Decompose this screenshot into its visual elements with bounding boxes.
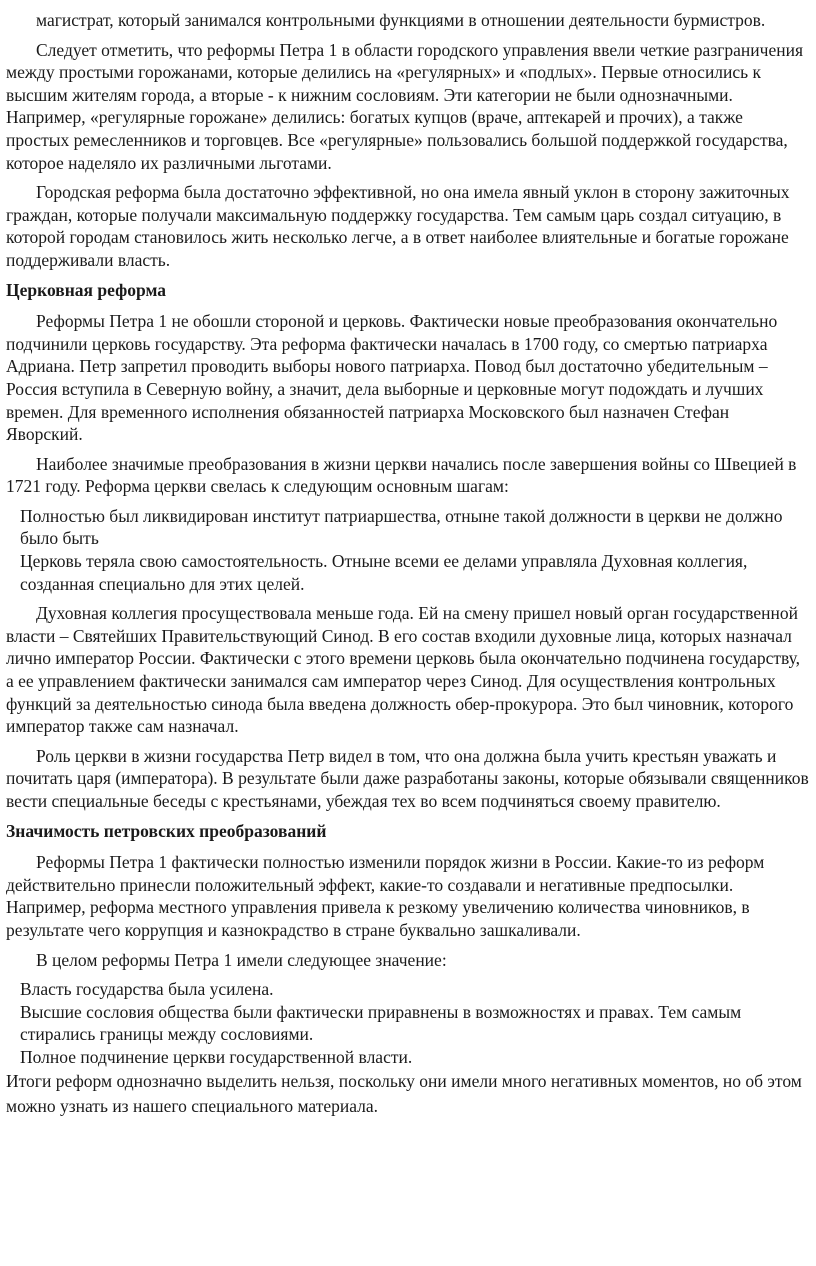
paragraph-city-reform-effect: Городская реформа была достаточно эффективной, но она имела явный уклон в сторону зажиточных граждан, которые получали максимальную поддержку государства. Тем самым царь создал ситуацию, в которой городам становилось жить несколько легче, а в ответ наиболее влиятельные и богатые горожане поддерживали власть. — [6, 182, 790, 270]
paragraph-continuation: магистрат, который занимался контрольными функциями в отношении деятельности бурмистров. — [36, 10, 766, 30]
significance-list — [6, 978, 810, 1068]
paragraph-significance-intro: В целом реформы Петра 1 имели следующее значение: — [36, 949, 447, 970]
paragraph-church-reform-intro: Реформы Петра 1 не обошли стороной и церковь. Фактически новые преобразования окончательно подчинили церковь государству. Эта реформа фактически началась в 1700 году, со смертью патриарха Адриана. Петр запретил проводить выборы нового патриарха. Повод был достаточно убедительным – Россия вступила в Северную войну, а значит, дела выборные и церковные могут подождать и лучших времен. Для временного исполнения обязанностей патриарха Московского был назначен Стефан Яворский. — [6, 311, 778, 445]
list-item: Полное подчинение церкви государственной власти. — [20, 1046, 413, 1067]
list-item: Полностью был ликвидирован институт патриаршества, отныне такой должности в церкви не должно было быть — [20, 505, 783, 549]
list-item: Власть государства была усилена. — [20, 979, 274, 1000]
list-item: Церковь теряла свою самостоятельность. Отныне всеми ее делами управляла Духовная коллегия, созданная специально для этих целей. — [20, 551, 748, 594]
paragraph-conclusion: Итоги реформ однозначно выделить нельзя, поскольку они имели много негативных моментов, но об этом можно узнать из нашего специального материала. — [6, 1070, 802, 1116]
paragraph-city-classes: Следует отметить, что реформы Петра 1 в области городского управления ввели четкие разграничения между простыми горожанами, которые делились на «регулярных» и «подлых». Первые относились к высшим жителям города, а вторые - к нижним сословиям. Эти категории не были однозначными. Например, «регулярные горожане» делились: богатых купцов (враче, аптекарей и прочих), а также простых ремесленников и торговцев. Все «регулярные» пользовались большой поддержкой государства, которое наделяло их различными льготами. — [6, 39, 804, 173]
paragraph-synod: Духовная коллегия просуществовала меньше года. Ей на смену пришел новый орган государственной власти – Святейших Правительствующий Синод. В его состав входили духовные лица, которых назначал лично император России. Фактически с этого времени церковь была окончательно подчинена государству, а ее управлением фактически занимался сам император через Синод. Для осуществления контрольных функций за деятельностью синода была введена должность обер-прокурора. Это был чиновник, которого император также сам назначал. — [6, 603, 801, 737]
paragraph-church-reform-steps: Наиболее значимые преобразования в жизни церкви начались после завершения войны со Швецией в 1721 году. Реформа церкви свелась к следующим основным шагам: — [6, 453, 797, 497]
heading-significance: Значимость петровских преобразований — [6, 820, 327, 841]
list-item: Высшие сословия общества были фактически приравнены в возможностях и правах. Тем самым стирались границы между сословиями. — [20, 1001, 742, 1045]
paragraph-significance: Реформы Петра 1 фактически полностью изменили порядок жизни в России. Какие-то из реформ действительно принесли положительный эффект, какие-то создавали и негативные предпосылки. Например, реформа местного управления привела к резкому увеличению количества чиновников, в результате чего коррупция и казнокрадство в стране буквально зашкаливали. — [6, 852, 765, 940]
heading-church-reform: Церковная реформа — [6, 279, 166, 300]
paragraph-church-role: Роль церкви в жизни государства Петр видел в том, что она должна была учить крестьян уважать и почитать царя (императора). В результате были даже разработаны законы, которые обязывали священников вести специальные беседы с крестьянами, убеждая тех во всем подчиняться своему правителю. — [6, 745, 809, 811]
church-reform-list — [6, 505, 810, 595]
